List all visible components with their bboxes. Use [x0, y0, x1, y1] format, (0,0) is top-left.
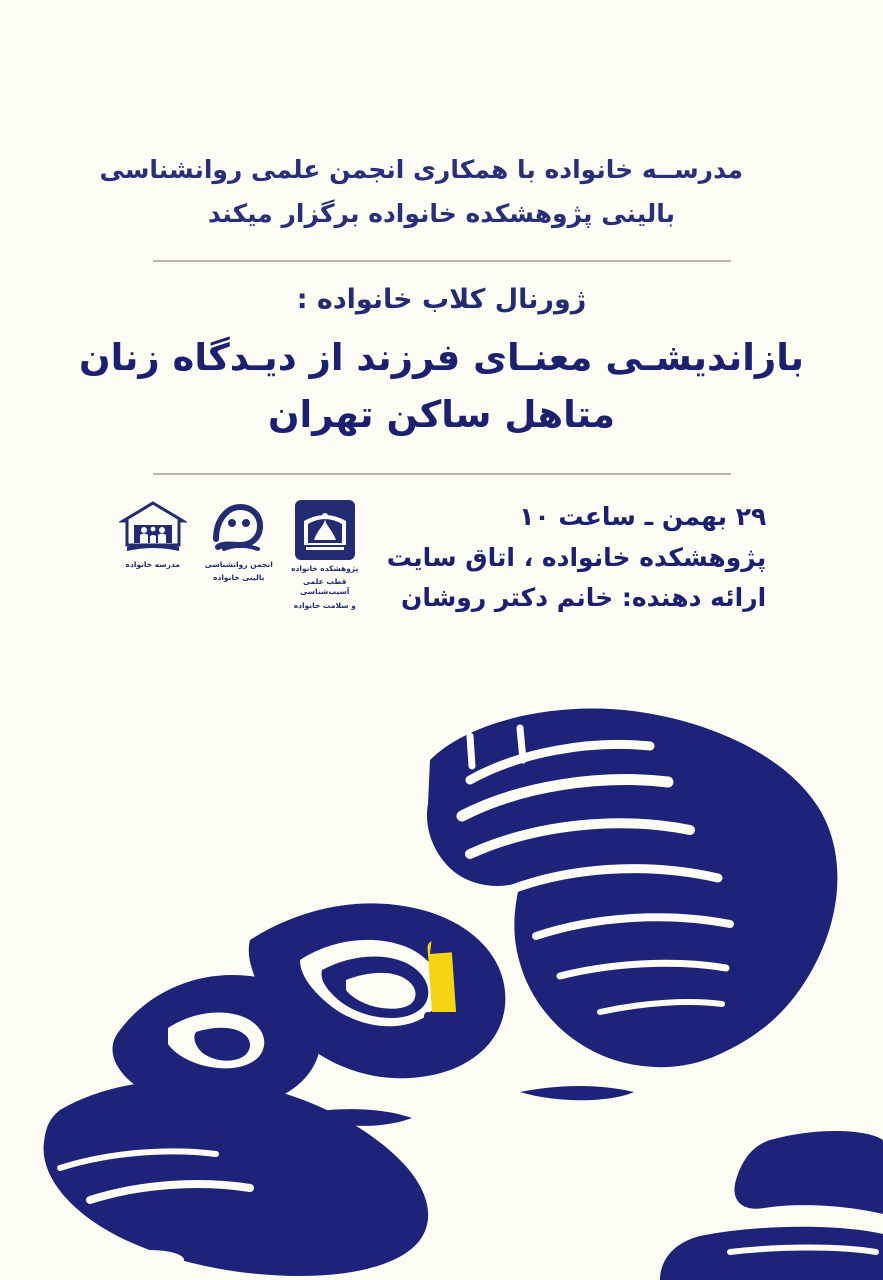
- intro-line-2: بالینی پژوهشکده خانواده برگزار میکند: [207, 198, 676, 228]
- event-datetime: ۲۹ بهمن ـ ساعت ۱۰: [519, 502, 767, 532]
- event-details-row: [0, 493, 883, 619]
- calligraphy-mark-icon: [210, 499, 268, 557]
- house-book-family-icon: [119, 499, 187, 557]
- poster-content: [0, 0, 883, 619]
- intro-line-1: مدرســه خانواده با همکاری انجمن علمی روانشناسی: [99, 155, 743, 184]
- association-logo-caption-2: بالینی خانواده: [213, 573, 265, 583]
- logo-strip: [117, 493, 361, 611]
- university-logo-caption: پژوهشکده خانواده: [291, 564, 359, 574]
- university-seal-icon: [294, 499, 356, 561]
- family-school-logo-caption: مدرسه خانواده: [125, 560, 180, 570]
- university-logo-caption-2: قطب علمی آسیب‌شناسی: [300, 577, 350, 597]
- title-line-1: بازاندیشـی معنـای فرزند از دیـدگاه زنان: [78, 335, 805, 379]
- association-logo-caption: انجمن روانشناسی: [204, 560, 273, 570]
- family-school-logo: [117, 499, 189, 570]
- event-presenter: ارائه دهنده: خانم دکتر روشان: [400, 583, 767, 613]
- event-info: [387, 493, 766, 619]
- divider-top: [153, 260, 731, 262]
- hands-holding-pen-illustration: [0, 640, 883, 1280]
- university-logo-caption-3: و سلامت خانواده: [293, 600, 356, 610]
- divider-bottom: [153, 473, 731, 475]
- shahid-beheshti-university-logo: [289, 499, 361, 611]
- intro-text: [0, 148, 883, 236]
- event-subtitle: ژورنال کلاب خانواده :: [296, 283, 587, 315]
- clinical-psychology-association-logo: [203, 499, 275, 583]
- page-title: [0, 329, 883, 444]
- title-line-2: متاهل ساکن تهران: [267, 392, 616, 436]
- event-location: پژوهشکده خانواده ، اتاق سایت: [386, 542, 767, 572]
